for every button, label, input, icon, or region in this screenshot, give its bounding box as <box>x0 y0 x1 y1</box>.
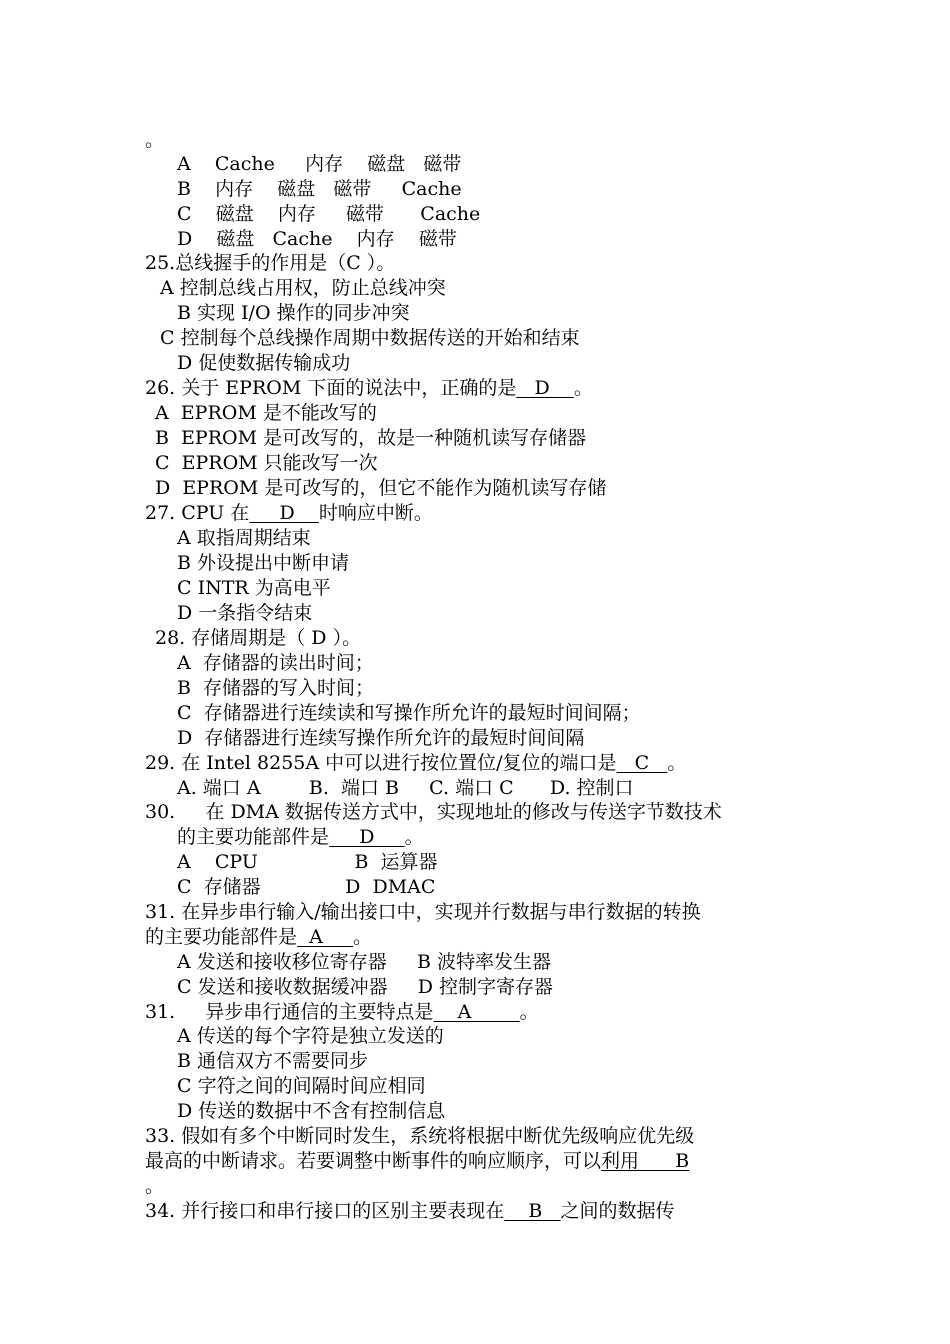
text-line: 33. 假如有多个中断同时发生，系统将根据中断优先级响应优先级 <box>145 1125 695 1147</box>
text-line: D 磁盘 Cache 内存 磁带 <box>177 228 457 250</box>
text-line: B EPROM 是可改写的，故是一种随机读写存储器 <box>155 427 587 449</box>
text-line <box>145 751 686 775</box>
text-line: 28. 存储周期是（ D ）。 <box>155 627 362 649</box>
text-segment: 26. 关于 EPROM 下面的说法中，正确的是 <box>145 377 517 399</box>
answer-blank: C <box>616 752 668 774</box>
text-line: A 传送的每个字符是独立发送的 <box>177 1025 444 1047</box>
text-line: A. 端口 A B. 端口 B C. 端口 C D. 控制口 <box>177 777 634 799</box>
text-segment: 最高的中断请求。若要调整中断事件的响应顺序，可以 <box>145 1150 602 1172</box>
text-line <box>145 501 433 525</box>
answer-blank: D <box>516 377 574 399</box>
text-line: 30. 在 DMA 数据传送方式中，实现地址的修改与传送字节数技术 <box>145 801 722 823</box>
text-line: B 外设提出中断申请 <box>177 552 350 574</box>
text-line: D 传送的数据中不含有控制信息 <box>177 1100 446 1122</box>
text-line: C 存储器进行连续读和写操作所允许的最短时间间隔； <box>177 702 641 724</box>
text-line: A 取指周期结束 <box>177 527 311 549</box>
text-line: C 控制每个总线操作周期中数据传送的开始和结束 <box>160 327 580 349</box>
text-segment: 31. 异步串行通信的主要特点是 <box>145 1001 434 1023</box>
answer-blank: B <box>504 1200 561 1222</box>
text-line: D 促使数据传输成功 <box>177 352 351 374</box>
text-segment: 的主要功能部件是 <box>177 826 330 848</box>
text-segment: 27. CPU 在 <box>145 502 250 524</box>
text-line: A 发送和接收移位寄存器 B 波特率发生器 <box>177 951 551 973</box>
text-line: 。 <box>145 129 165 151</box>
answer-blank: A <box>297 926 354 948</box>
text-line <box>177 825 424 849</box>
text-line: C 发送和接收数据缓冲器 D 控制字寄存器 <box>177 976 554 998</box>
text-segment: 时响应中断。 <box>318 502 433 524</box>
text-line: A CPU B 运算器 <box>177 851 438 873</box>
text-segment: 29. 在 Intel 8255A 中可以进行按位置位/复位的端口是 <box>145 752 617 774</box>
text-line: A 控制总线占用权，防止总线冲突 <box>160 277 446 299</box>
text-line <box>145 376 593 400</box>
text-segment: 。 <box>519 1001 539 1023</box>
text-line <box>145 1149 689 1173</box>
text-line: C EPROM 只能改写一次 <box>155 452 378 474</box>
text-line: C INTR 为高电平 <box>177 577 331 599</box>
text-line: B 通信双方不需要同步 <box>177 1050 369 1072</box>
text-line: 31. 在异步串行输入/输出接口中，实现并行数据与串行数据的转换 <box>145 901 701 923</box>
answer-blank: A <box>433 1001 520 1023</box>
answer-blank: D <box>249 502 319 524</box>
text-line: B 实现 I/O 操作的同步冲突 <box>177 302 410 324</box>
text-segment: 34. 并行接口和串行接口的区别主要表现在 <box>145 1200 505 1222</box>
text-line: C 字符之间的间隔时间应相同 <box>177 1075 426 1097</box>
text-line: B 内存 磁盘 磁带 Cache <box>177 178 462 200</box>
text-line: C 磁盘 内存 磁带 Cache <box>177 203 481 225</box>
text-segment: 的主要功能部件是 <box>145 926 298 948</box>
text-line <box>145 1000 539 1024</box>
text-line <box>145 925 372 949</box>
text-line: A EPROM 是不能改写的 <box>155 402 377 424</box>
text-line: 25.总线握手的作用是（C ）。 <box>145 252 396 274</box>
text-segment: 。 <box>353 926 373 948</box>
text-line: A Cache 内存 磁盘 磁带 <box>177 153 462 175</box>
answer-blank: 利用 B <box>601 1150 690 1172</box>
text-line <box>145 1199 675 1223</box>
text-line: B 存储器的写入时间； <box>177 677 375 699</box>
text-segment: 。 <box>573 377 593 399</box>
text-line: D EPROM 是可改写的，但它不能作为随机读写存储 <box>155 477 607 499</box>
text-line: A 存储器的读出时间； <box>177 652 374 674</box>
text-line: D 存储器进行连续写操作所允许的最短时间间隔 <box>177 727 585 749</box>
text-segment: 。 <box>404 826 424 848</box>
text-line: C 存储器 D DMAC <box>177 876 436 898</box>
text-line: 。 <box>145 1175 165 1197</box>
text-segment: 。 <box>667 752 687 774</box>
answer-blank: D <box>329 826 405 848</box>
text-line: D 一条指令结束 <box>177 602 313 624</box>
text-segment: 之间的数据传 <box>560 1200 675 1222</box>
